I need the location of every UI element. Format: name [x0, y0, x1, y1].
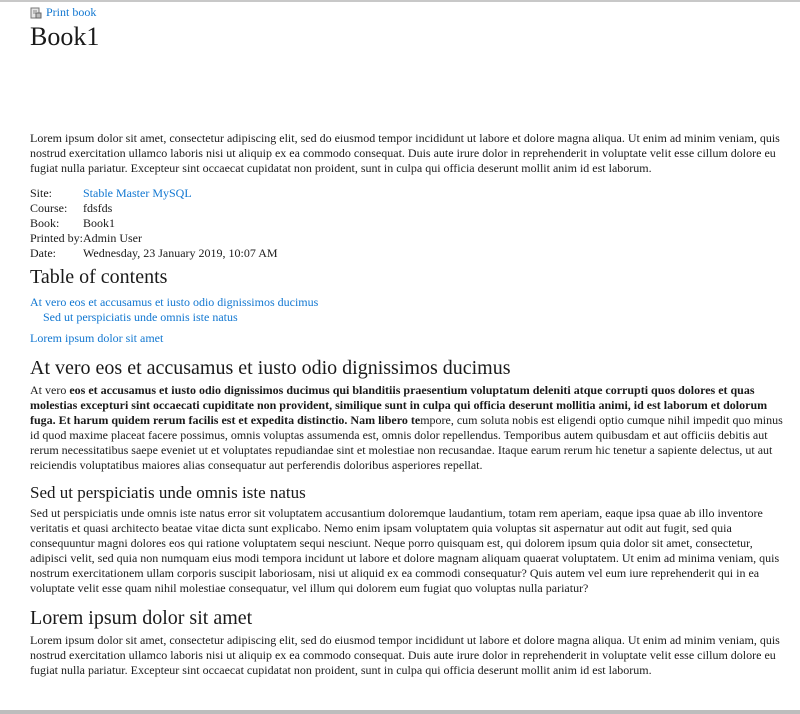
printed-by-value: Admin User [83, 231, 142, 245]
book-intro-text: Lorem ipsum dolor sit amet, consectetur adipiscing elit, sed do eiusmod tempor incididunt ut labore et dolore magna aliqua. Ut enim ad minim veniam, quis nostrud exercitation ullamco laboris nisi ut aliquip ex ea commodo consequat. Duis aute irure dolor in reprehenderit in voluptate velit esse cillum dolore eu fugiat nulla pariatur. Excepteur sint occaecat cupidatat non proident, sunt in culpa qui officia deserunt mollit anim id est laborum. [30, 131, 780, 175]
date-label: Date: [30, 246, 56, 260]
info-row-date [30, 246, 278, 261]
printed-by-label: Printed by: [30, 231, 83, 245]
chapter-1-text-start: At vero [30, 383, 70, 397]
course-value: fdsfds [83, 201, 113, 215]
toc-list [30, 295, 792, 346]
print-book-label[interactable]: Print book [46, 5, 97, 19]
course-label: Course: [30, 201, 68, 215]
toc-item [30, 295, 792, 310]
book-value: Book1 [83, 216, 116, 230]
chapter-3-title: Lorem ipsum dolor sit amet [30, 607, 253, 629]
chapter-1-text-end: mpore, cum soluta nobis est eligendi optio cumque nihil impedit quo minus id quod maxime placeat facere possimus, omnis voluptas assumenda est, omnis dolor repellendus. Temporibus autem quibusdam et aut officiis debitis aut rerum necessitatibus saepe eveniet ut et voluptates repudiandae sint et molestiae non recusandae. Itaque earum rerum hic tenetur a sapiente delectus, ut aut reiciendis voluptatibus maiores alias consequatur aut perferendis doloribus asperiores repellat. [30, 413, 783, 472]
chapter-2-text: Sed ut perspiciatis unde omnis iste natus error sit voluptatem accusantium doloremque laudantium, totam rem aperiam, eaque ipsa quae ab illo inventore veritatis et quasi architecto beatae vitae dicta sunt explicabo. Nemo enim ipsam voluptatem quia voluptas sit aspernatur aut odit aut fugit, sed quia consequuntur magni dolores eos qui ratione voluptatem sequi nesciunt. Neque porro quisquam est, qui dolorem ipsum quia dolor sit amet, consectetur, adipisci velit, sed quia non numquam eius modi tempora incidunt ut labore et dolore magnam aliquam quaerat voluptatem. Ut enim ad minima veniam, quis nostrum exercitationem ullam corporis suscipit laboriosam, nisi ut aliquid ex ea commodi consequatur? Quis autem vel eum iure reprehenderit qui in ea voluptate velit esse quam nihil molestiae consequatur, vel illum qui dolorem eum fugiat quo voluptas nulla pariatur? [30, 506, 780, 595]
toc-link-chapter-1[interactable]: At vero eos et accusamus et iusto odio dignissimos ducimus [30, 295, 319, 309]
chapter-2-title: Sed ut perspiciatis unde omnis iste natus [30, 483, 306, 502]
toc-item [30, 331, 792, 346]
site-label: Site: [30, 186, 53, 200]
date-value: Wednesday, 23 January 2019, 10:07 AM [83, 246, 278, 260]
chapter-1-title: At vero eos et accusamus et iusto odio dignissimos ducimus [30, 357, 511, 379]
print-book-icon [30, 7, 42, 19]
site-link[interactable]: Stable Master MySQL [83, 186, 192, 200]
info-row-course [30, 201, 278, 216]
book-title: Book1 [30, 22, 100, 51]
info-row-printed-by [30, 231, 278, 246]
print-book-link[interactable] [30, 5, 792, 20]
chapter-3-text: Lorem ipsum dolor sit amet, consectetur adipiscing elit, sed do eiusmod tempor incididunt ut labore et dolore magna aliqua. Ut enim ad minim veniam, quis nostrud exercitation ullamco laboris nisi ut aliquip ex ea commodo consequat. Duis aute irure dolor in reprehenderit in voluptate velit esse cillum dolore eu fugiat nulla pariatur. Excepteur sint occaecat cupidatat non proident, sunt in culpa qui officia deserunt mollit anim id est laborum. [30, 633, 780, 677]
info-row-book [30, 216, 278, 231]
chapter-1-text-bold: eos et accusamus et iusto odio dignissimos ducimus qui blanditiis praesentium voluptatum deleniti atque corrupti quos dolores et quas molestias excepturi sint occaecati cupiditate non provident, similique sunt in culpa qui officia deserunt mollitia animi, id est laborum et dolorum fuga. Et harum quidem rerum facilis est et expedita distinctio. Nam libero te [30, 383, 768, 427]
book-label: Book: [30, 216, 60, 230]
toc-title: Table of contents [30, 266, 168, 288]
toc-item [30, 310, 792, 325]
top-divider [0, 0, 800, 2]
print-book-page [30, 4, 792, 678]
chapter-1-text [30, 383, 792, 473]
toc-link-chapter-3[interactable]: Lorem ipsum dolor sit amet [30, 331, 164, 345]
bottom-divider [0, 710, 800, 714]
book-info-table [30, 186, 278, 261]
info-row-site [30, 186, 278, 201]
toc-link-chapter-2[interactable]: Sed ut perspiciatis unde omnis iste natus [43, 310, 238, 324]
